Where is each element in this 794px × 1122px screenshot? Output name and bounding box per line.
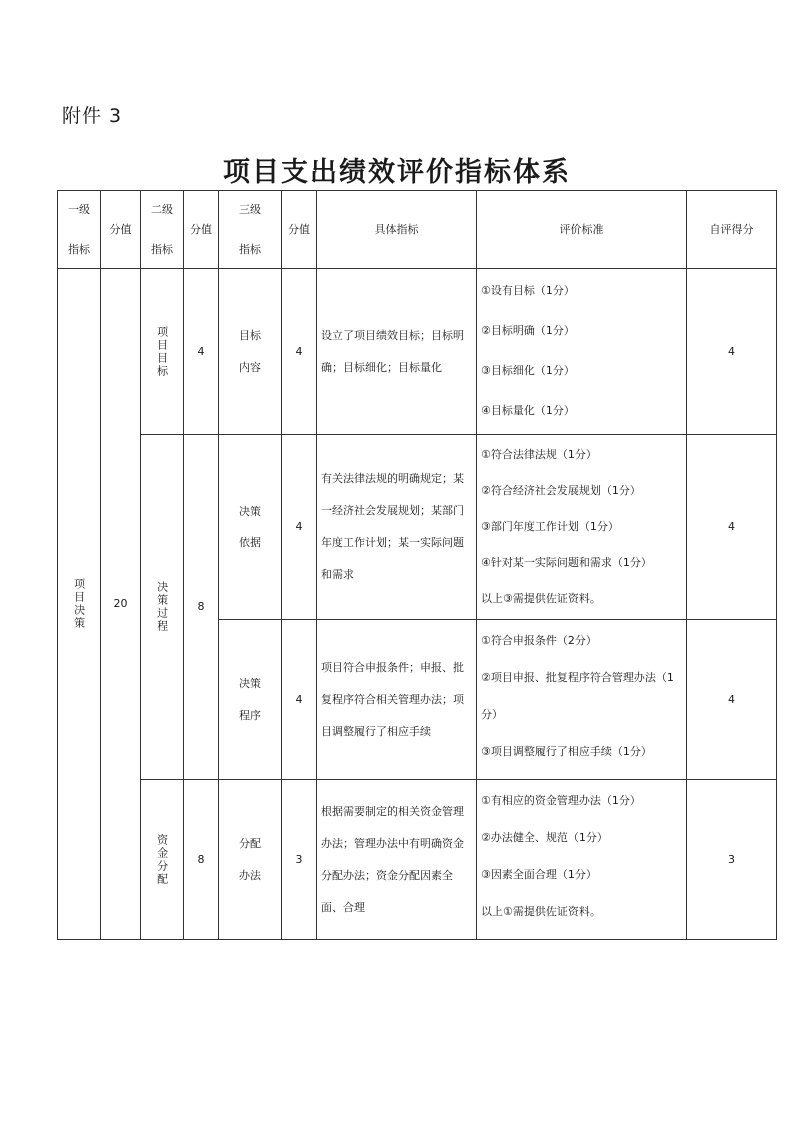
criteria-cell: ①有相应的资金管理办法（1分） ②办法健全、规范（1分） ③因素全面合理（1分） 以上①需提供佐证资料。 (477, 780, 687, 940)
level3-name: 目标 内容 (219, 269, 282, 435)
level3-name: 决策 依据 (219, 435, 282, 620)
level3-score: 4 (282, 620, 317, 780)
level3-score: 3 (282, 780, 317, 940)
header-score2: 分值 (184, 191, 219, 269)
level3-name: 分配 办法 (219, 780, 282, 940)
self-score-cell: 3 (687, 780, 777, 940)
page-title: 项目支出绩效评价指标体系 (223, 157, 571, 188)
level3-score: 4 (282, 435, 317, 620)
header-self-score: 自评得分 (687, 191, 777, 269)
level1-score: 20 (101, 269, 141, 940)
header-level1: 一级 指标 (58, 191, 101, 269)
self-score-cell: 4 (687, 620, 777, 780)
header-score3: 分值 (282, 191, 317, 269)
level3-score: 4 (282, 269, 317, 435)
self-score-cell: 4 (687, 435, 777, 620)
table-row (58, 269, 777, 435)
level2-name: 项目目标 (141, 269, 184, 435)
criteria-cell: ①符合法律法规（1分） ②符合经济社会发展规划（1分） ③部门年度工作计划（1分） ④针对某一实际问题和需求（1分） 以上③需提供佐证资料。 (477, 435, 687, 620)
table-row (58, 780, 777, 940)
attachment-label: 附件 3 (62, 105, 123, 127)
header-level3: 三级 指标 (219, 191, 282, 269)
level2-score: 4 (184, 269, 219, 435)
level2-name: 决策过程 (141, 435, 184, 780)
level3-name: 决策 程序 (219, 620, 282, 780)
header-score1: 分值 (101, 191, 141, 269)
indicator-cell: 根据需要制定的相关资金管理办法；管理办法中有明确资金分配办法；资金分配因素全面、合理 (317, 780, 477, 940)
indicator-cell: 有关法律法规的明确规定；某一经济社会发展规划；某部门年度工作计划；某一实际问题和需求 (317, 435, 477, 620)
indicator-cell: 设立了项目绩效目标；目标明确；目标细化；目标量化 (317, 269, 477, 435)
level2-name: 资金分配 (141, 780, 184, 940)
header-level2: 二级 指标 (141, 191, 184, 269)
self-score-cell: 4 (687, 269, 777, 435)
criteria-cell: ①符合申报条件（2分） ②项目申报、批复程序符合管理办法（1 分） ③项目调整履行了相应手续（1分） (477, 620, 687, 780)
header-indicator: 具体指标 (317, 191, 477, 269)
indicator-cell: 项目符合申报条件；申报、批复程序符合相关管理办法；项目调整履行了相应手续 (317, 620, 477, 780)
table-row (58, 435, 777, 620)
level2-score: 8 (184, 780, 219, 940)
criteria-cell: ①设有目标（1分） ②目标明确（1分） ③目标细化（1分） ④目标量化（1分） (477, 269, 687, 435)
header-criteria: 评价标准 (477, 191, 687, 269)
level1-name: 项目决策 (58, 269, 101, 940)
level2-score: 8 (184, 435, 219, 780)
header-row (58, 191, 777, 269)
evaluation-table (57, 190, 777, 940)
